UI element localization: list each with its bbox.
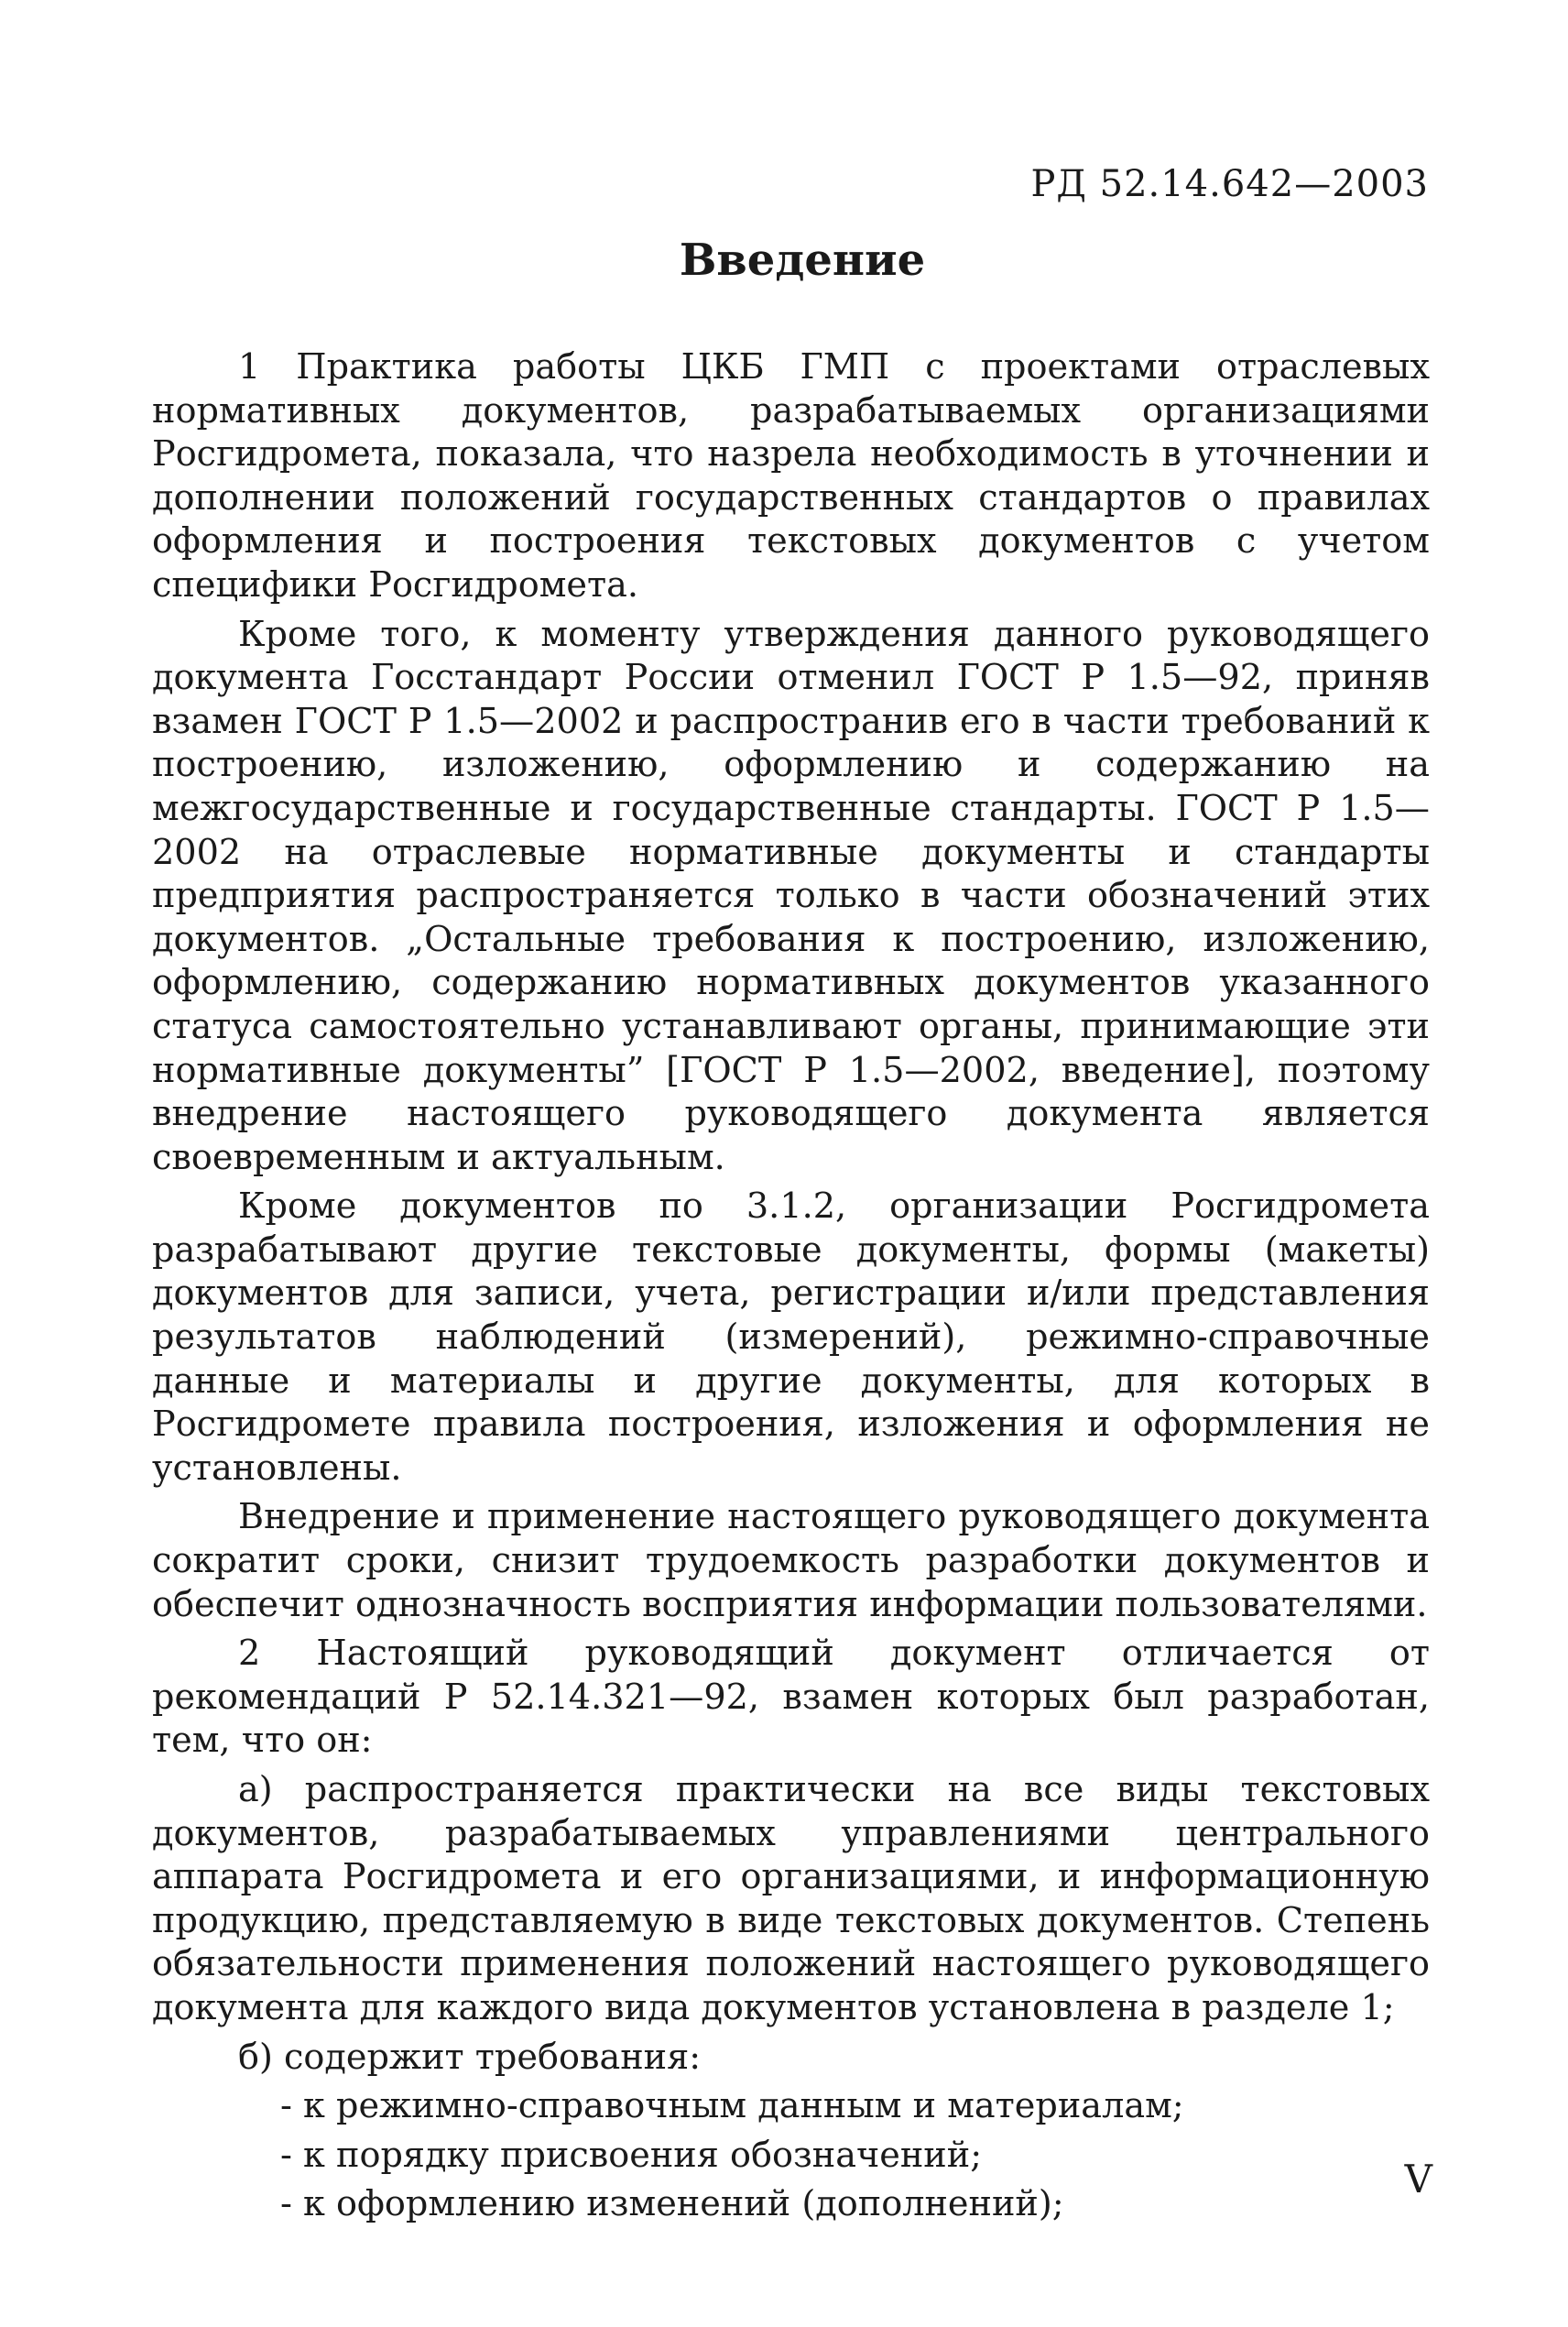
paragraph-4: Внедрение и применение настоящего руководящего документа сократит сроки, снизит трудоемкость разработки документов и обеспечит однозначность восприятия информации пользователями. [152, 1497, 1430, 1625]
document-code: РД 52.14.642—2003 [1030, 163, 1429, 205]
paragraph-6: а) распространяется практически на все виды текстовых документов, разрабатываемых управлениями центрального аппарата Росгидромета и его организациями, и информационную продукцию, представляемую в виде текстовых документов. Степень обязательности применения положений настоящего руководящего документа для каждого вида документов установлена в разделе 1; [152, 1770, 1430, 2028]
list-item: - к порядку присвоения обозначений; [280, 2135, 983, 2176]
list-item: - к оформлению изменений (дополнений); [280, 2184, 1064, 2225]
paragraph-7: б) содержит требования: [238, 2037, 702, 2078]
paragraph-3: Кроме документов по 3.1.2, организации Росгидромета разрабатывают другие текстовые документы, формы (макеты) документов для записи, учета, регистрации и/или представления результатов наблюдений (измерений), режимно-справочные данные и материалы и другие документы, для которых в Росгидромете правила построения, изложения и оформления не установлены. [152, 1186, 1430, 1489]
page-number: V [1404, 2157, 1432, 2201]
paragraph-2: Кроме того, к моменту утверждения данного руководящего документа Госстандарт России отменил ГОСТ Р 1.5—92, приняв взамен ГОСТ Р 1.5—2002 и распространив его в части требований к построению, изложению, оформлению и содержанию на межгосударственные и государственные стандарты. ГОСТ Р 1.5—2002 на отраслевые нормативные документы и стандарты предприятия распространяется только в части обозначений этих документов. „Остальные требования к построению, изложению, оформлению, содержанию нормативных документов указанного статуса самостоятельно устанавливают органы, принимающие эти нормативные документы” [ГОСТ Р 1.5—2002, введение], поэтому внедрение настоящего руководящего документа является своевременным и актуальным. [152, 614, 1430, 1178]
list-item: - к режимно-справочным данным и материалам; [280, 2086, 1184, 2127]
body-text [152, 346, 1430, 2233]
section-heading: Введение [679, 235, 926, 286]
paragraph-1: 1 Практика работы ЦКБ ГМП с проектами отраслевых нормативных документов, разрабатываемых организациями Росгидромета, показала, что назрела необходимость в уточнении и дополнении положений государственных стандартов о правилах оформления и построения текстовых документов с учетом специфики Росгидромета. [152, 347, 1430, 606]
paragraph-5: 2 Настоящий руководящий документ отличается от рекомендаций Р 52.14.321—92, взамен которых был разработан, тем, что он: [152, 1633, 1430, 1762]
